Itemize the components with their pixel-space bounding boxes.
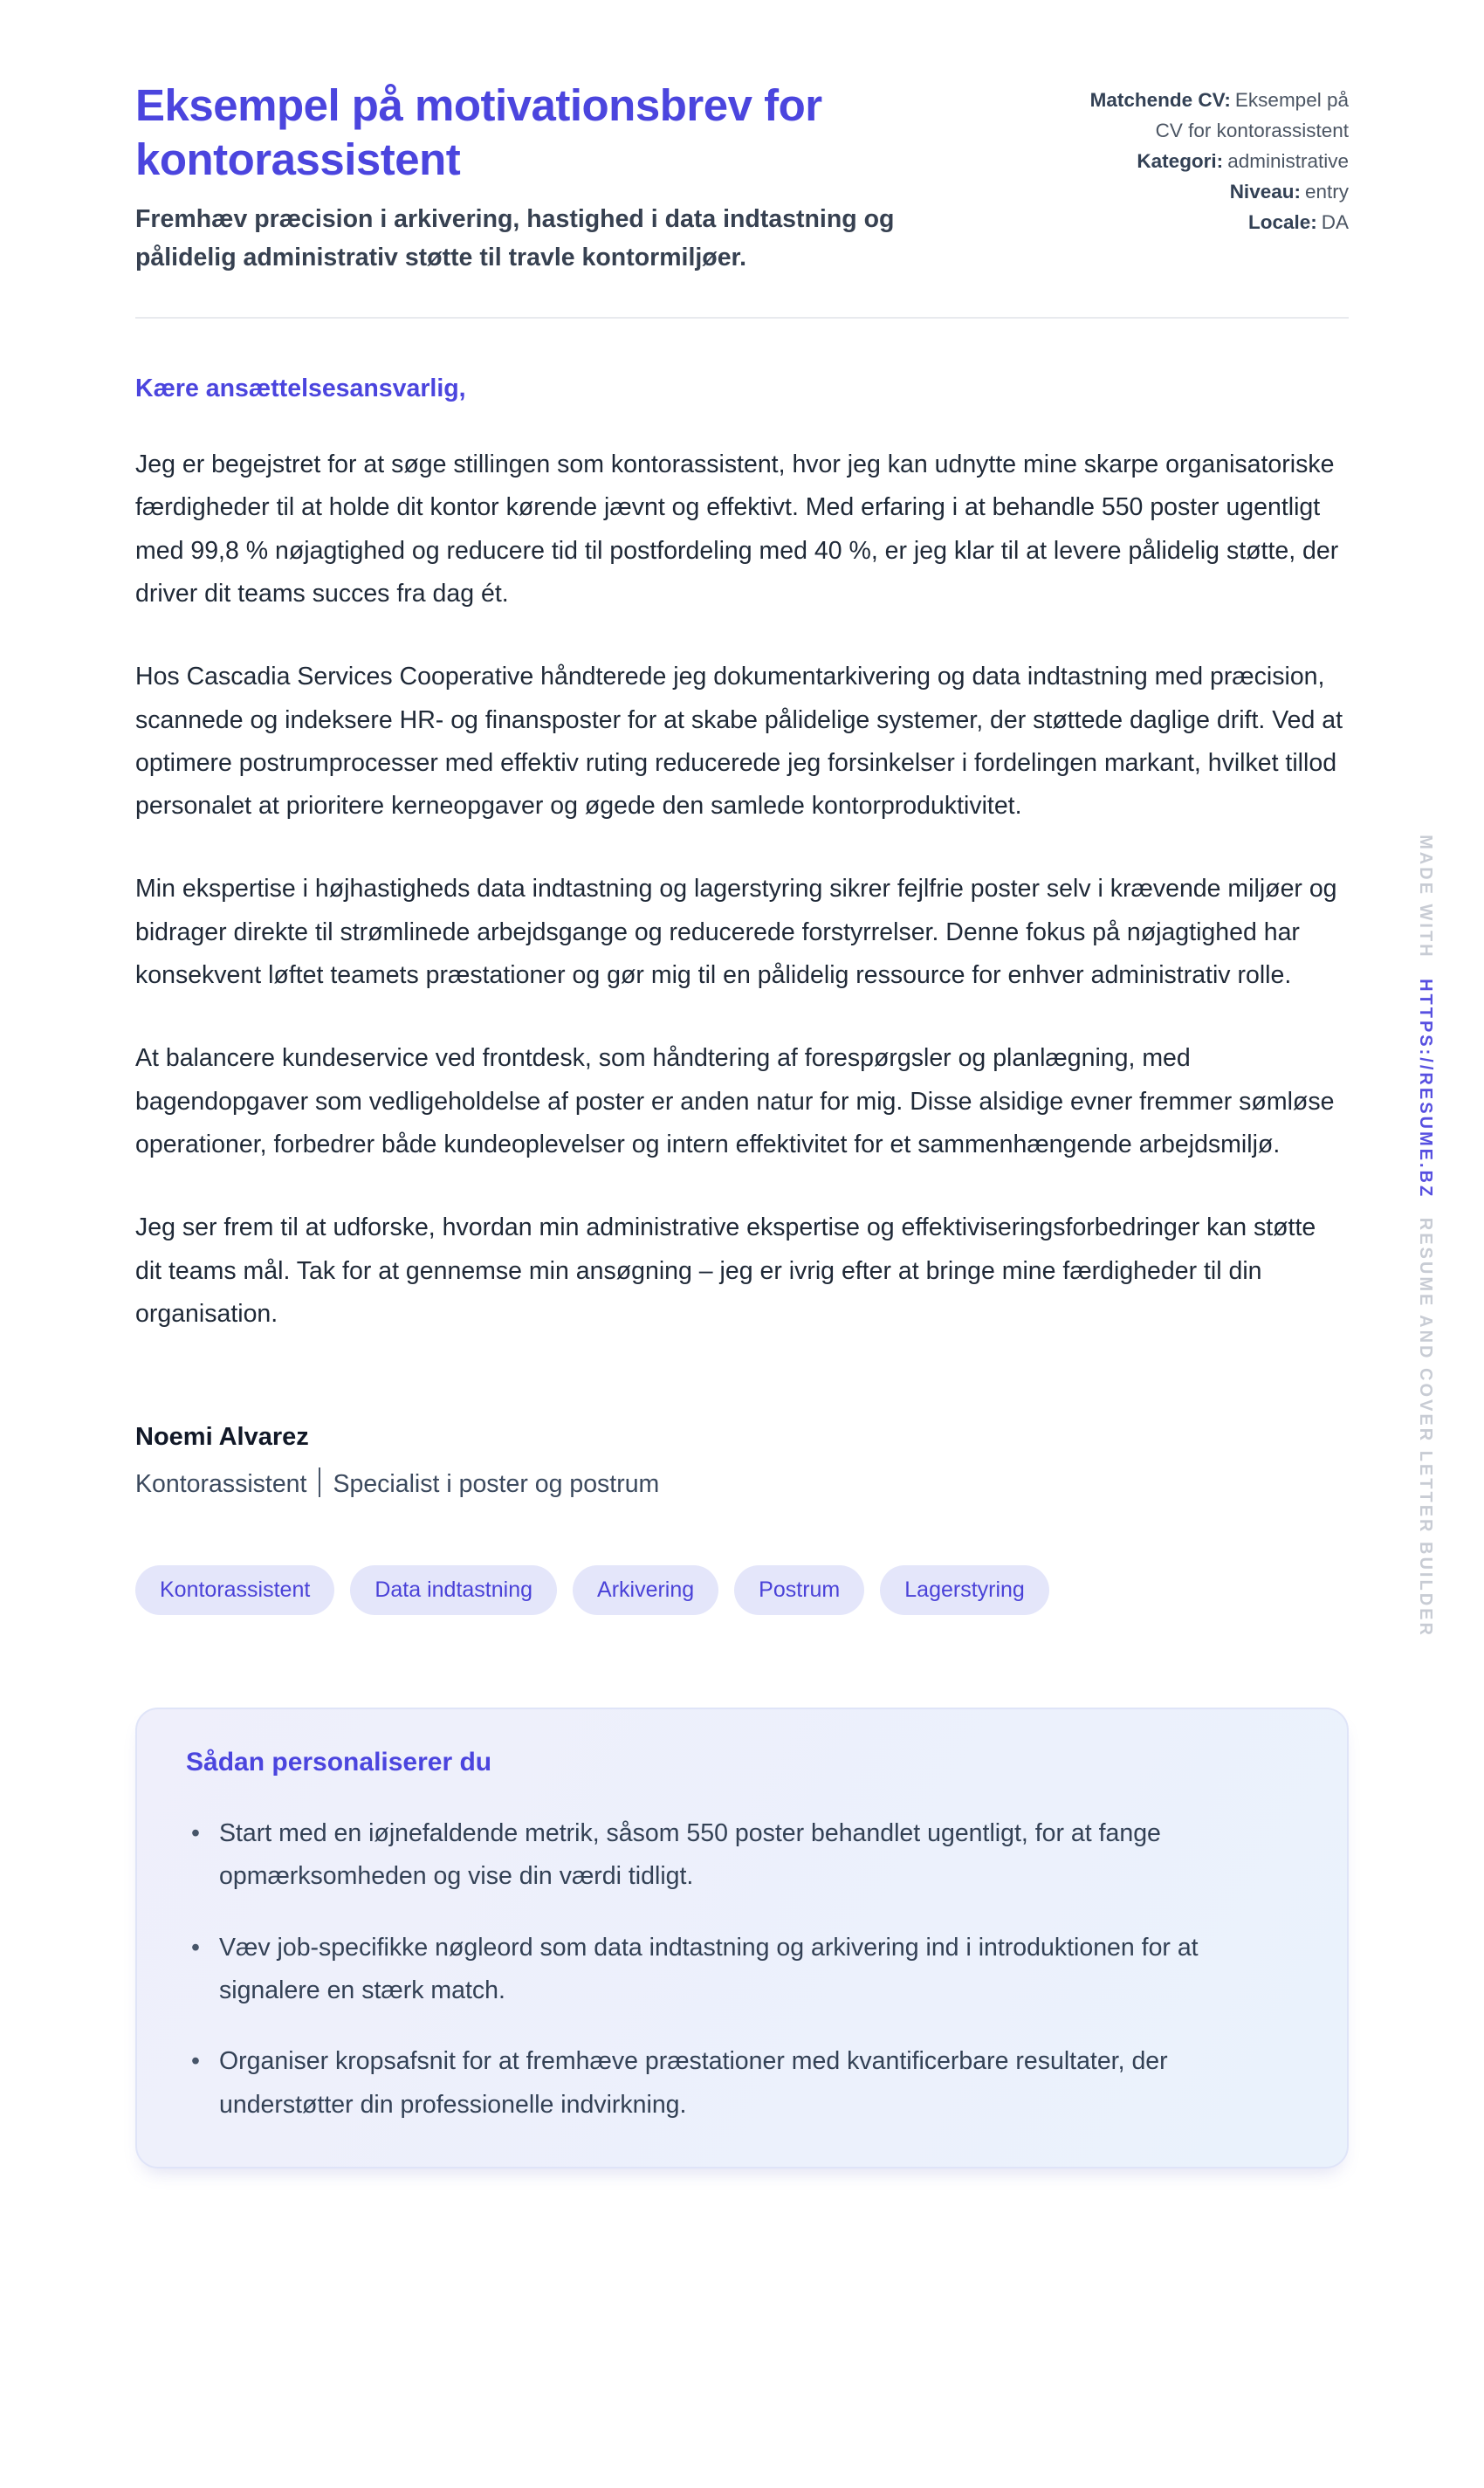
meta-value: administrative — [1227, 149, 1349, 172]
header-title-block — [135, 79, 956, 277]
page-subtitle: Fremhæv præcision i arkivering, hastighed i data indtastning og pålidelig administrativ støtte til travle kontormiljøer. — [135, 205, 895, 271]
signature-name: Noemi Alvarez — [135, 1423, 309, 1452]
tip-item-3: • Organiser kropsafsnit for at fremhæve præstationer med kvantificerbare resultater, der understøtter din professionelle indvirkning. — [186, 2040, 1268, 2127]
meta-locale — [1087, 208, 1349, 238]
meta-panel — [1087, 86, 1349, 237]
tip-item-1: • Start med en iøjnefaldende metrik, såsom 550 poster behandlet ugentligt, for at fange opmærksomheden og vise din værdi tidligt. — [186, 1812, 1268, 1899]
meta-label: Kategori: — [1137, 149, 1224, 172]
watermark-prefix: MADE WITH — [1416, 835, 1435, 959]
letter-greeting: Kære ansættelsesansvarlig, — [135, 375, 466, 403]
meta-level — [1087, 177, 1349, 208]
tag-chip-data-indtastning[interactable]: Data indtastning — [350, 1565, 557, 1615]
tag-list — [135, 1565, 1349, 1615]
page-title: Eksempel på motivationsbrev for kontorassistent — [135, 80, 822, 185]
tag-chip-kontorassistent[interactable]: Kontorassistent — [135, 1565, 334, 1615]
letter-paragraph-1: Jeg er begejstret for at søge stillingen som kontorassistent, hvor jeg kan udnytte mine skarpe organisatoriske færdigheder til at holde dit kontor kørende jævnt og effektivt. Med erfaring i at behandle 550 poster ugentligt med 99,8 % nøjagtighed og reducere tid til postfordeling med 40 %, er jeg klar til at levere pålidelig støtte, der driver dit teams succes fra dag ét. — [135, 450, 1339, 608]
meta-label: Matchende CV: — [1089, 89, 1231, 111]
watermark-resume-bz-link[interactable]: HTTPS://RESUME.BZ — [1416, 978, 1435, 1199]
letter-paragraph-5: Jeg ser frem til at udforske, hvordan min administrative ekspertise og effektiviseringsforbedringer kan støtte dit teams mål. Tak for at gennemse min ansøgning – jeg er ivrig efter at bringe mine færdigheder til din organisation. — [135, 1213, 1316, 1328]
tips-heading: Sådan personaliserer du — [186, 1748, 492, 1777]
meta-label: Locale: — [1247, 210, 1317, 233]
tips-list — [186, 1812, 1298, 2127]
cover-letter-body — [135, 375, 1349, 1499]
letter-paragraph-2: Hos Cascadia Services Cooperative håndterede jeg dokumentarkivering og data indtastning med præcision, scannede og indeksere HR- og finansposter for at skabe pålidelige systemer, der støttede daglige drift. Ved at optimere postrumprocesser med effektiv ruting reducerede jeg forsinkelser i fordelingen markant, hvilket tillod personalet at prioritere kerneopgaver og øgede den samlede kontorproduktivitet. — [135, 663, 1343, 821]
tag-chip-lagerstyring[interactable]: Lagerstyring — [880, 1565, 1049, 1615]
letter-paragraph-4: At balancere kundeservice ved frontdesk, som håndtering af forespørgsler og planlægning, med bagendopgaver som vedligeholdelse af poster er anden natur for mig. Disse alsidige evner fremmer sømløse operationer, forbedrer både kundeoplevelser og intern effektivitet for et sammenhængende arbejdsmiljø. — [135, 1044, 1335, 1158]
signature-block — [135, 1423, 1349, 1499]
page-header — [135, 79, 1349, 277]
signature-role-title: Kontorassistent — [135, 1470, 307, 1499]
tag-chip-postrum[interactable]: Postrum — [734, 1565, 864, 1615]
role-separator — [319, 1467, 320, 1497]
signature-role-specialty: Specialist i poster og postrum — [333, 1470, 660, 1499]
meta-matching-cv — [1087, 86, 1349, 147]
meta-value: Eksempel på CV for kontorassistent — [1155, 89, 1349, 141]
meta-label: Niveau: — [1229, 180, 1301, 203]
meta-value: DA — [1321, 210, 1349, 233]
signature-role — [135, 1467, 1349, 1499]
letter-paragraph-3: Min ekspertise i højhastigheds data indtastning og lagerstyring sikrer fejlfrie poster selv i krævende miljøer og bidrager direkte til strømlinede arbejdsgange og reducerede forstyrrelser. Denne fokus på nøjagtighed har konsekvent løftet teamets præstationer og gør mig til en pålidelig ressource for enhver administrativ rolle. — [135, 875, 1337, 990]
tag-chip-arkivering[interactable]: Arkivering — [573, 1565, 718, 1615]
meta-category — [1087, 147, 1349, 177]
personalization-tips-card — [135, 1708, 1349, 2168]
watermark-suffix: RESUME AND COVER LETTER BUILDER — [1416, 1217, 1435, 1638]
meta-value: entry — [1304, 180, 1349, 203]
made-with-watermark — [1415, 835, 1435, 1638]
header-divider — [135, 317, 1349, 319]
tip-item-2: • Væv job-specifikke nøgleord som data indtastning og arkivering ind i introduktionen for at signalere en stærk match. — [186, 1927, 1268, 2013]
